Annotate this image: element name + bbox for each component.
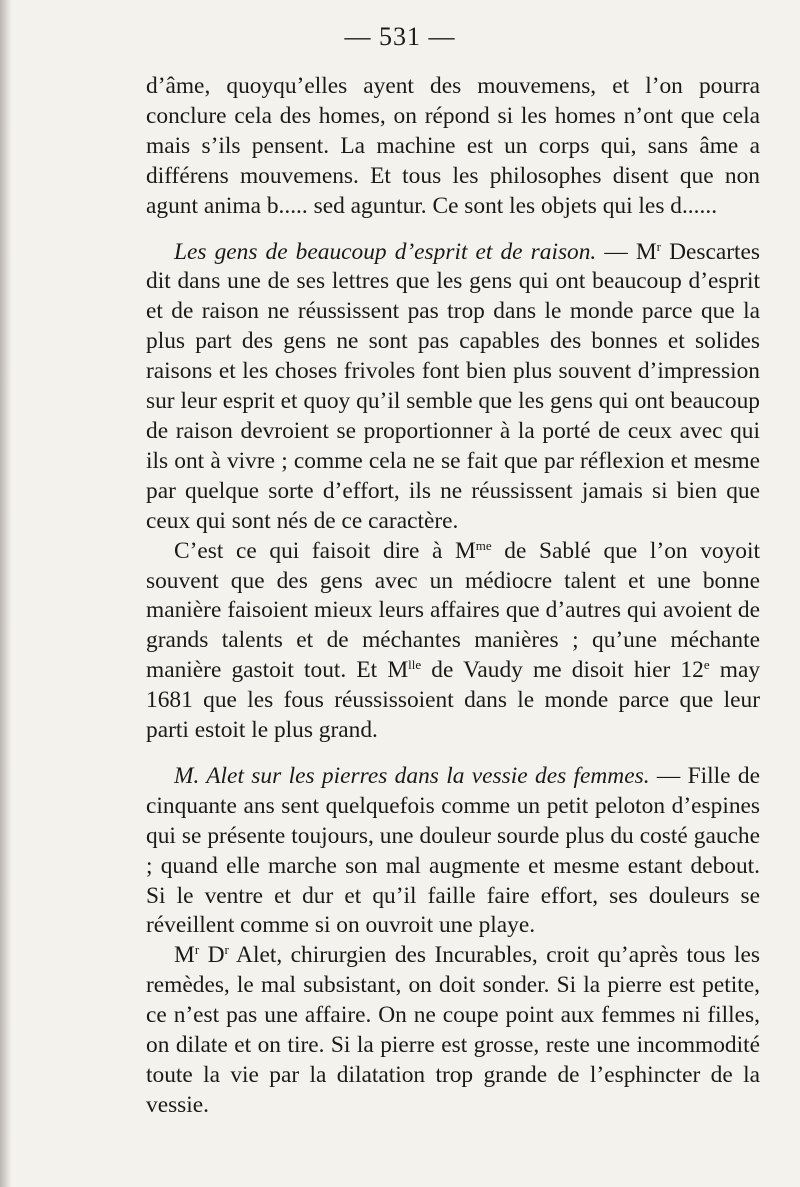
heading-dash: — [649,762,688,789]
paragraph-3-part-2: de Sablé que l’on voyoit souvent que des gens avec un médiocre talent et une bonne manière faisoient mieux leurs affaires que d’autres qui avoient de grands talents et de méchantes manières ; qu’une méchante manière gastoit tout. Et M [146,537,761,684]
paragraph-2-text: Descartes dit dans une de ses lettres que les gens qui ont beaucoup d’esprit et de raison ne réussissent pas trop dans le monde parce que la plus part des gens ne sont pas capables des bonnes et solides raisons et les choses frivoles font bien plus souvent d’impression sur leur esprit et quoy qu’il semble que les gens qui ont beaucoup de raison devroient se proportionner à la porté de ceux avec qui ils ont à vivre ; comme cela ne se fait que par réflexion et mesme par quelque sorte d’effort, ils ne réussissent jamais si bien que ceux qui sont nés de ce caractère. [146,238,760,534]
title-d: D [199,942,225,969]
paragraph-5 [146,941,760,1120]
paragraph-3-sup-3: e [703,657,710,673]
paragraph-4-text: Fille de cinquante ans sent quelquefois comme un petit peloton d’espines qui se présente toujours, une douleur sourde plus du costé gauche ; quand elle marche son mal augmente et mesme estant debout. Si le ventre et dur et qu’il faille faire effort, ses douleurs se réveillent comme si on ouvroit une playe. [146,762,760,939]
section-heading-alet-pierres: M. Alet sur les pierres dans la vessie des femmes. [174,762,650,789]
heading-dash: — [596,238,636,265]
page-gutter-shadow [0,0,12,1187]
paragraph-4 [146,762,760,941]
title-m-superscript: r [194,942,200,958]
paragraph-3-sup-2: lle [408,657,422,673]
paragraph-2 [146,238,760,537]
paragraph-3-part-4: may 1681 que les fous réussissoient dans le monde parce que leur parti estoit le plus grand. [146,657,761,744]
paragraph-3-part-1: C’est ce qui faisoit dire à M [174,537,476,564]
title-d-superscript: r [224,942,229,958]
paragraph-5-text: Alet, chirurgien des Incurables, croit qu’après tous les remèdes, le mal subsistant, on doit sonder. Si la pierre est petite, ce n’est pas une affaire. On ne coupe point aux femmes ni filles, on dilate et on tire. Si la pierre est grosse, reste une incommodité toute la vie par la dilatation trop grande de l’esphincter de la vessie. [146,942,760,1118]
paragraph-1 [146,72,760,222]
title-m: M [635,238,657,265]
paragraph-3 [146,537,760,746]
paragraph-3-part-3: de Vaudy me disoit hier 12 [421,657,704,684]
page-number: — 531 — [344,22,456,51]
page-body [146,72,760,1121]
title-m: M [174,942,195,969]
section-heading-gens-d-esprit: Les gens de beaucoup d’esprit et de raison. [174,238,597,265]
title-m-superscript: r [656,238,661,254]
paragraph-1-text: d’âme, quoyqu’elles ayent des mouvemens, et l’on pourra conclure cela des homes, on répond si les homes n’ont que cela mais s’ils pensent. La machine est un corps qui, sans âme a différens mouvemens. Et tous les philosophes disent que non agunt anima b..... sed aguntur. Ce sont les objets qui les d...... [146,73,760,219]
paragraph-3-sup-1: me [475,537,492,553]
